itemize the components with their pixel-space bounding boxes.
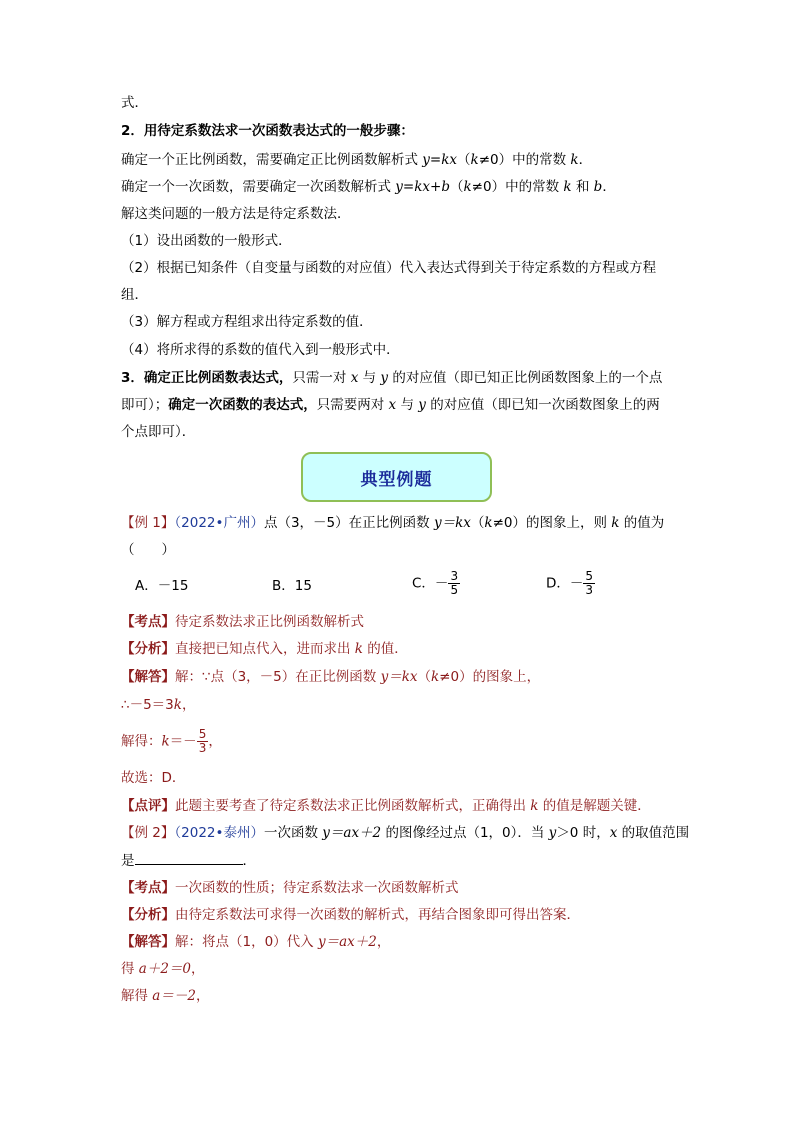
text-line: 解这类问题的一般方法是待定系数法． [121,206,351,222]
ex2-kaodian: 【考点】一次函数的性质；待定系数法求一次函数解析式 [121,880,459,896]
fraction: $\frac{5}{3}$ [198,727,207,755]
point-3-line1: 3．确定正比例函数表达式，只需一对 x 与 y 的对应值（即已知正比例函数图象上的一个点 [121,370,663,386]
ex1-jieda: 【解答】解：∵点（3，－5）在正比例函数 y＝kx（k≠0）的图象上， [121,669,541,685]
text-line: 确定一个一次函数，需要确定一次函数解析式 y=kx+b（k≠0）中的常数 k 和 b． [121,179,616,195]
step-3: （3）解方程或方程组求出待定系数的值． [121,314,373,330]
ex2-fenxi: 【分析】由待定系数法可求得一次函数的解析式，再结合图象即可得出答案． [121,907,580,923]
fraction: $\frac{5}{3}$ [585,569,594,597]
option-b: B．15 [272,578,312,594]
fraction: $\frac{3}{5}$ [450,569,459,597]
answer-paren: （ ） [121,542,175,558]
heading-step2: 2．用待定系数法求一次函数表达式的一般步骤： [121,123,414,139]
example-2-blank-line: 是 ． [121,850,256,871]
ex1-step: ∴－5＝3k， [121,697,196,713]
ex1-kaodian: 【考点】待定系数法求正比例函数解析式 [121,614,364,630]
ex1-choice: 故选：D． [121,770,186,786]
option-c: C．－ $\frac{3}{5}$ [412,569,459,597]
text-line: 式． [121,95,148,111]
section-title: 典型例题 [360,469,433,490]
step-2: （2）根据已知条件（自变量与函数的对应值）代入表达式得到关于待定系数的方程或方程 [121,260,657,276]
ex1-result: 解得：k＝－ $\frac{5}{3}$ ， [121,727,222,755]
ex1-dianping: 【点评】此题主要考查了待定系数法求正比例函数解析式，正确得出 k 的值是解题关键． [121,798,651,814]
step-4: （4）将所求得的系数的值代入到一般形式中． [121,342,400,358]
ex2-jieda: 【解答】解：将点（1，0）代入 y＝ax＋2， [121,934,391,950]
point-3-line2: 即可）；确定一次函数的表达式，只需要两对 x 与 y 的对应值（即已知一次函数图象上的两 [121,397,660,413]
ex2-result: 解得 a＝－2， [121,988,210,1004]
section-title-box [301,452,492,502]
step-2-cont: 组． [121,287,148,303]
example-2-question: 【例 2】（2022•泰州）一次函数 y＝ax＋2 的图像经过点（1，0）．当 y＞0 时，x 的取值范围 [121,825,690,841]
ex2-step: 得 a＋2＝0， [121,961,205,977]
option-d: D．－ $\frac{5}{3}$ [546,569,594,597]
text-line: 确定一个正比例函数，需要确定正比例函数解析式 y=kx（k≠0）中的常数 k． [121,152,593,168]
ex1-fenxi: 【分析】直接把已知点代入，进而求出 k 的值． [121,641,408,657]
point-3-line3: 个点即可）． [121,424,196,440]
example-1-question: 【例 1】（2022•广州）点（3，－5）在正比例函数 y＝kx（k≠0）的图象上，则 k 的值为 [121,515,665,531]
step-1: （1）设出函数的一般形式． [121,233,292,249]
option-a: A．－15 [135,578,189,594]
answer-blank [135,850,243,865]
